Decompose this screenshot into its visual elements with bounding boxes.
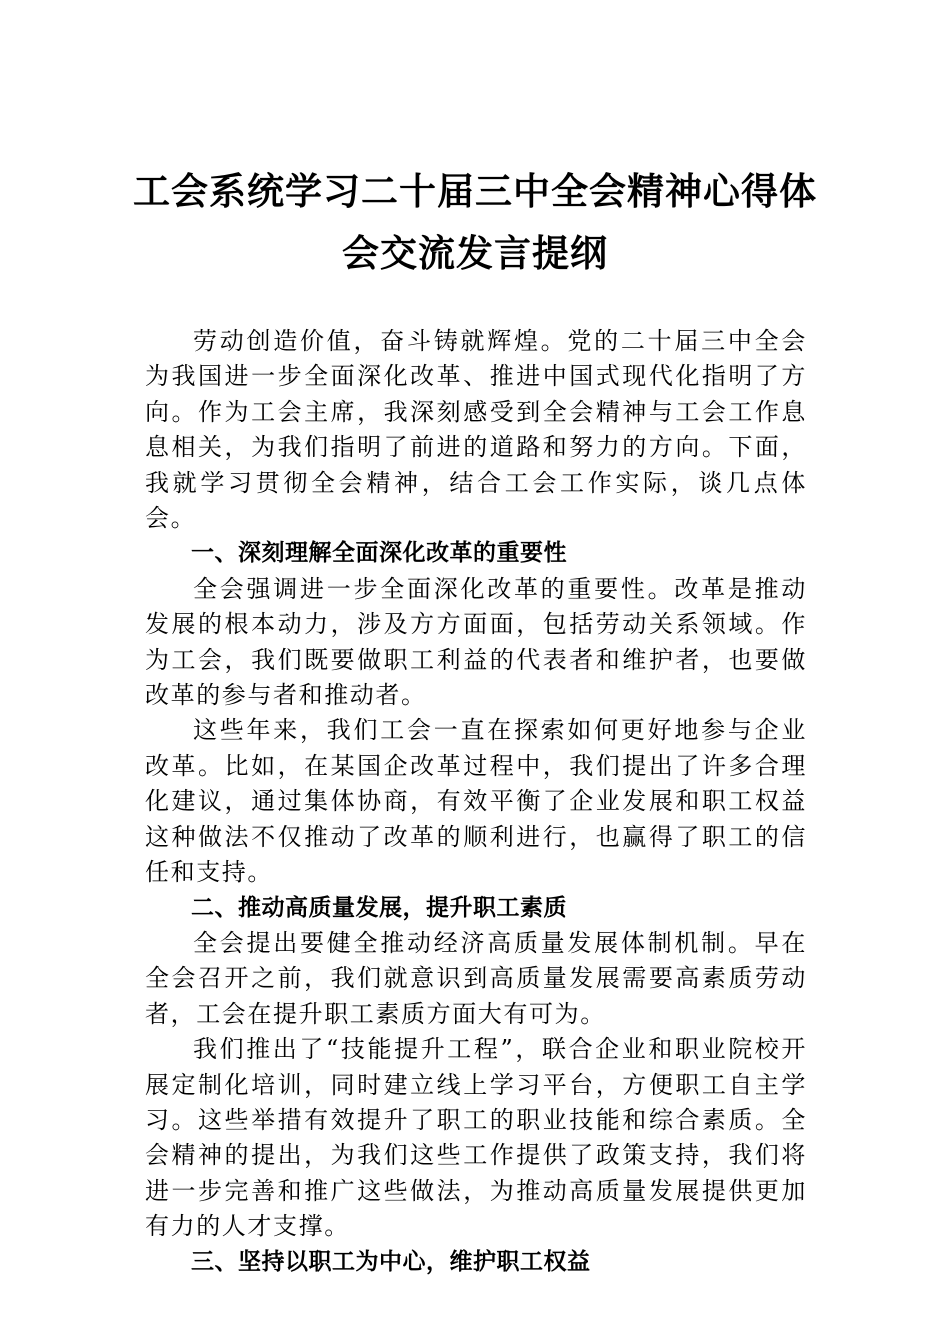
title-line-2: 会交流发言提纲 xyxy=(342,231,608,275)
document-title xyxy=(0,160,950,284)
intro-paragraph: 劳动创造价值，奋斗铸就辉煌。党的二十届三中全会为我国进一步全面深化改革、推进中国式现代化指明了方向。作为工会主席，我深刻感受到全会精神与工会工作息息相关，为我们指明了前进的道路和努力的方向。下面，我就学习贯彻全会精神，结合工会工作实际，谈几点体会。 xyxy=(145,327,807,533)
body-paragraph: 我们推出了“技能提升工程”，联合企业和职业院校开展定制化培训，同时建立线上学习平台，方便职工自主学习。这些举措有效提升了职工的职业技能和综合素质。全会精神的提出，为我们这些工作提供了政策支持，我们将进一步完善和推广这些做法，为推动高质量发展提供更加有力的人才支撑。 xyxy=(145,1035,807,1241)
body-paragraph: 全会提出要健全推动经济高质量发展体制机制。早在全会召开之前，我们就意识到高质量发展需要高素质劳动者，工会在提升职工素质方面大有可为。 xyxy=(145,928,807,1028)
section-heading-2: 二、推动高质量发展，提升职工素质 xyxy=(191,894,567,921)
section-heading-3: 三、坚持以职工为中心，维护职工权益 xyxy=(191,1248,591,1275)
body-paragraph: 这些年来，我们工会一直在探索如何更好地参与企业改革。比如，在某国企改革过程中，我们提出了许多合理化建议，通过集体协商，有效平衡了企业发展和职工权益这种做法不仅推动了改革的顺利进行，也赢得了职工的信任和支持。 xyxy=(145,716,807,887)
body-paragraph: 全会强调进一步全面深化改革的重要性。改革是推动发展的根本动力，涉及方方面面，包括劳动关系领域。作为工会，我们既要做职工利益的代表者和维护者，也要做改革的参与者和推动者。 xyxy=(145,574,807,710)
section-heading-1: 一、深刻理解全面深化改革的重要性 xyxy=(191,540,567,567)
title-line-1: 工会系统学习二十届三中全会精神心得体 xyxy=(133,169,817,213)
document-body xyxy=(145,324,807,1280)
